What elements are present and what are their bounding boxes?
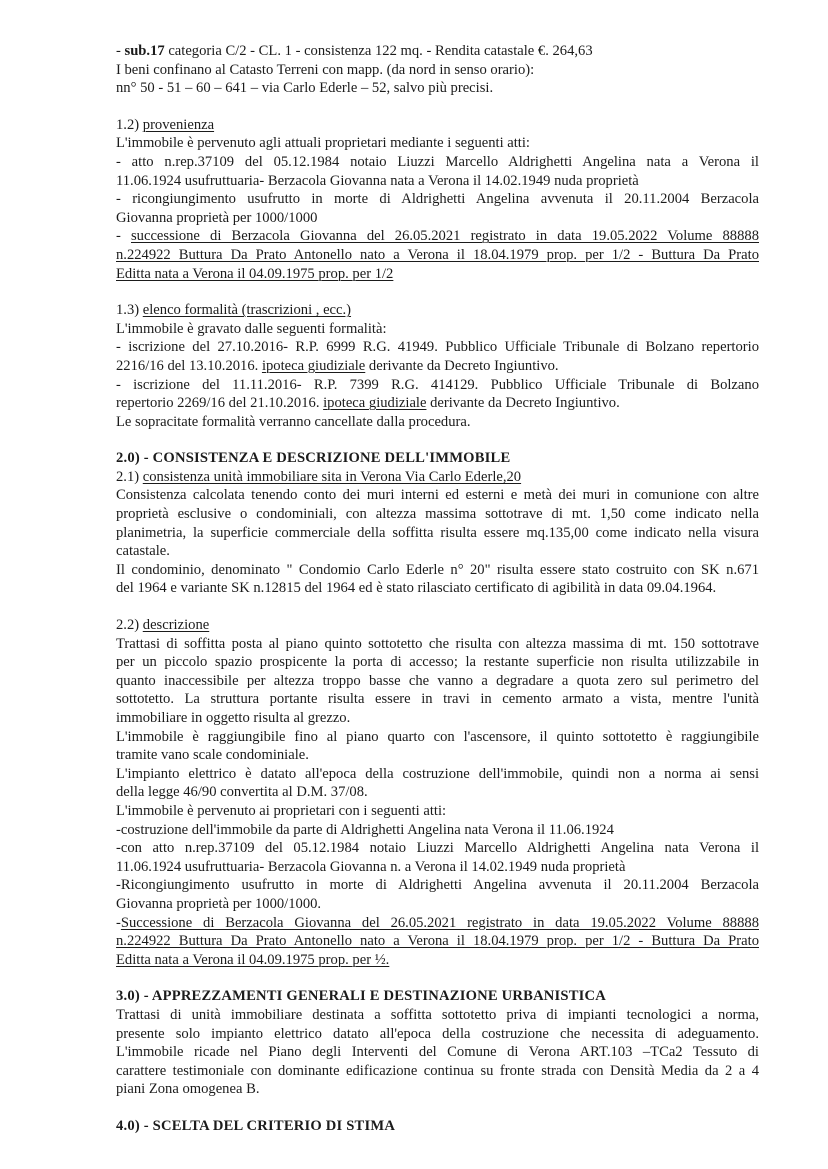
successione-line	[116, 227, 759, 246]
paragraph-line: catastale.	[116, 543, 170, 560]
paragraph-line: 11.06.1924 usufruttuaria- Berzacola Giovanna n. a Verona il 14.02.1949 nuda proprietà	[116, 858, 626, 875]
paragraph-line: carattere testimoniale con dominante edificazione continua su fronte strada con Densità Media da 2 a 4	[116, 1062, 759, 1079]
paragraph-line: L'immobile ricade nel Piano degli Interventi del Comune di Verona ART.103 –TCa2 Tessuto di	[116, 1044, 759, 1061]
paragraph-line: L'immobile è pervenuto agli attuali proprietari mediante i seguenti atti:	[116, 135, 530, 152]
paragraph-line: per un piccolo spazio prospicente la porta di accesso; la restante superficie non risulta utilizzabile in	[116, 654, 759, 671]
dash: -	[116, 914, 121, 931]
paragraph-line: Trattasi di unità immobiliare destinata a soffitta sottotetto priva di impianti tecnologici a norma,	[116, 1006, 759, 1023]
paragraph-line: Consistenza calcolata tenendo conto dei muri interni ed esterni e metà dei muri in comunione con altre	[116, 487, 759, 504]
successione-text: Successione di Berzacola Giovanna del 26.05.2021 registrato in data 19.05.2022 Volume 88888	[120, 914, 759, 931]
paragraph-line: -Ricongiungimento usufrutto in morte di Aldrighetti Angelina avvenuta il 20.11.2004 Berzacola	[116, 877, 759, 894]
dash: -	[116, 43, 125, 59]
paragraph-line: -con atto n.rep.37109 del 05.12.1984 notaio Liuzzi Marcello Aldrighetti Angelina nata Verona il	[116, 840, 759, 857]
sub17-details: categoria C/2 - CL. 1 - consistenza 122 mq. - Rendita catastale €. 264,63	[164, 43, 593, 59]
paragraph-line: - iscrizione del 11.11.2016- R.P. 7399 R.G. 414129. Pubblico Ufficiale Tribunale di Bolzano	[116, 376, 759, 393]
paragraph-line: piani Zona omogenea B.	[116, 1081, 260, 1098]
paragraph-line: L'impianto elettrico è datato all'epoca della costruzione dell'immobile, quindi non a norma ai sensi	[116, 765, 759, 782]
paragraph-line: Il condominio, denominato " Condomio Carlo Ederle n° 20" risulta essere stato costruito con SK n.671	[116, 561, 759, 578]
confini-line: I beni confinano al Catasto Terreni con mapp. (da nord in senso orario):	[116, 61, 535, 78]
paragraph-line: tramite vano scale condominiale.	[116, 747, 309, 764]
paragraph-line: presente solo impianto elettrico datato all'epoca della costruzione che necessita di adeguamento.	[116, 1025, 759, 1042]
section-heading: 3.0) - APPREZZAMENTI GENERALI E DESTINAZIONE URBANISTICA	[116, 988, 607, 1005]
section-number: 2.1)	[116, 468, 143, 485]
paragraph-line: sottotetto. La struttura portante risulta essere in travi in cemento armato a vista, mentre l'unità	[116, 691, 759, 708]
paragraph-line: - atto n.rep.37109 del 05.12.1984 notaio Liuzzi Marcello Aldrighetti Angelina nata a Verona il	[116, 153, 759, 170]
section-number: 1.2)	[116, 116, 143, 133]
paragraph-line: Trattasi di soffitta posta al piano quinto sottotetto che risulta con altezza massima di mt. 150 sottotrave	[116, 635, 759, 652]
section-apprezzamenti	[116, 987, 759, 1099]
document-page	[116, 42, 759, 1135]
section-heading: 4.0) - SCELTA DEL CRITERIO DI STIMA	[116, 1117, 396, 1134]
section-title: descrizione	[142, 617, 210, 634]
section-number: 2.2)	[116, 617, 143, 634]
paragraph-line: - iscrizione del 27.10.2016- R.P. 6999 R.G. 41949. Pubblico Ufficiale Tribunale di Bolzano repertorio	[116, 339, 759, 356]
paragraph-line: L'immobile è pervenuto ai proprietari con i seguenti atti:	[116, 802, 447, 819]
section-formalita	[116, 301, 759, 431]
paragraph-line	[116, 357, 759, 376]
paragraph-line	[116, 394, 759, 413]
section-number: 1.3)	[116, 302, 143, 319]
paragraph-line: L'immobile è gravato dalle seguenti formalità:	[116, 320, 387, 337]
paragraph-line: Le sopracitate formalità verranno cancellate dalla procedura.	[116, 413, 471, 430]
sub-label: sub.17	[124, 43, 165, 59]
provenienza-title	[116, 116, 759, 135]
successione-line: n.224922 Buttura Da Prato Antonello nato a Verona il 18.04.1979 prop. per 1/2 - Buttura Da Prato	[116, 933, 759, 950]
paragraph-line: Giovanna proprietà per 1000/1000.	[116, 895, 322, 912]
text-span: derivante da Decreto Ingiuntivo.	[426, 395, 620, 412]
paragraph-line: planimetria, la superficie commerciale della soffitta risulta essere mq.135,00 come indicato nella visura	[116, 524, 759, 541]
paragraph-line: proprietà esclusive o condominiali, con altezza massima sottotrave di mt. 1,50 come indicato nella	[116, 506, 759, 523]
section-heading: 2.0) - CONSISTENZA E DESCRIZIONE DELL'IMMOBILE	[116, 450, 511, 467]
paragraph-line: della legge 46/90 convertita al D.M. 37/08.	[116, 784, 368, 801]
section-consistenza	[116, 449, 759, 598]
paragraph-line: immobiliare in oggetto risulta al grezzo.	[116, 710, 351, 726]
paragraph-line: 11.06.1924 usufruttuaria- Berzacola Giovanna nata a Verona il 14.02.1949 nuda proprietà	[116, 172, 639, 189]
paragraph-line: Giovanna proprietà per 1000/1000	[116, 209, 318, 226]
formalita-title	[116, 301, 759, 320]
descrizione-title	[116, 616, 759, 635]
section-criterio	[116, 1117, 759, 1136]
section-title: elenco formalità (trascrizioni , ecc.)	[142, 302, 352, 319]
sub17-line	[116, 42, 759, 61]
paragraph-line: -costruzione dell'immobile da parte di Aldrighetti Angelina nata Verona il 11.06.1924	[116, 821, 614, 838]
paragraph-line: L'immobile è raggiungibile fino al piano quarto con l'ascensore, il quinto sottotetto è raggiungibile	[116, 728, 759, 745]
text-span: 2216/16 del 13.10.2016.	[116, 357, 262, 374]
catasto-block	[116, 42, 759, 98]
successione-text: successione di Berzacola Giovanna del 26.05.2021 registrato in data 19.05.2022 Volume 88888	[131, 228, 759, 245]
section-title: provenienza	[142, 116, 215, 133]
ipoteca-text: ipoteca giudiziale	[323, 395, 427, 412]
section-title: consistenza unità immobiliare sita in Verona Via Carlo Ederle,20	[142, 468, 522, 485]
ipoteca-text: ipoteca giudiziale	[261, 357, 366, 374]
paragraph-line: - ricongiungimento usufrutto in morte di Aldrighetti Angelina avvenuta il 20.11.2004 Berzacola	[116, 191, 759, 208]
successione-line: Editta nata a Verona il 04.09.1975 prop. per 1/2	[116, 265, 394, 282]
successione-line	[116, 914, 759, 933]
dash: -	[116, 228, 131, 245]
paragraph-line: quanto inaccessibile per altezza troppo basse che vanno a degradare a quota zero sul perimetro del	[116, 672, 759, 689]
section-provenienza	[116, 116, 759, 283]
paragraph-line: del 1964 e variante SK n.12815 del 1964 ed è stato rilasciato certificato di agibilità in data 09.04.1964.	[116, 580, 717, 597]
successione-line: Editta nata a Verona il 04.09.1975 prop. per ½.	[116, 951, 390, 968]
text-span: derivante da Decreto Ingiuntivo.	[365, 357, 559, 374]
text-span: repertorio 2269/16 del 21.10.2016.	[116, 395, 324, 412]
section-descrizione	[116, 616, 759, 969]
subsection-title	[116, 468, 759, 487]
mappali-line: nn° 50 - 51 – 60 – 641 – via Carlo Ederle – 52, salvo più precisi.	[116, 80, 494, 97]
successione-line: n.224922 Buttura Da Prato Antonello nato a Verona il 18.04.1979 prop. per 1/2 - Buttura Da Prato	[116, 246, 759, 263]
